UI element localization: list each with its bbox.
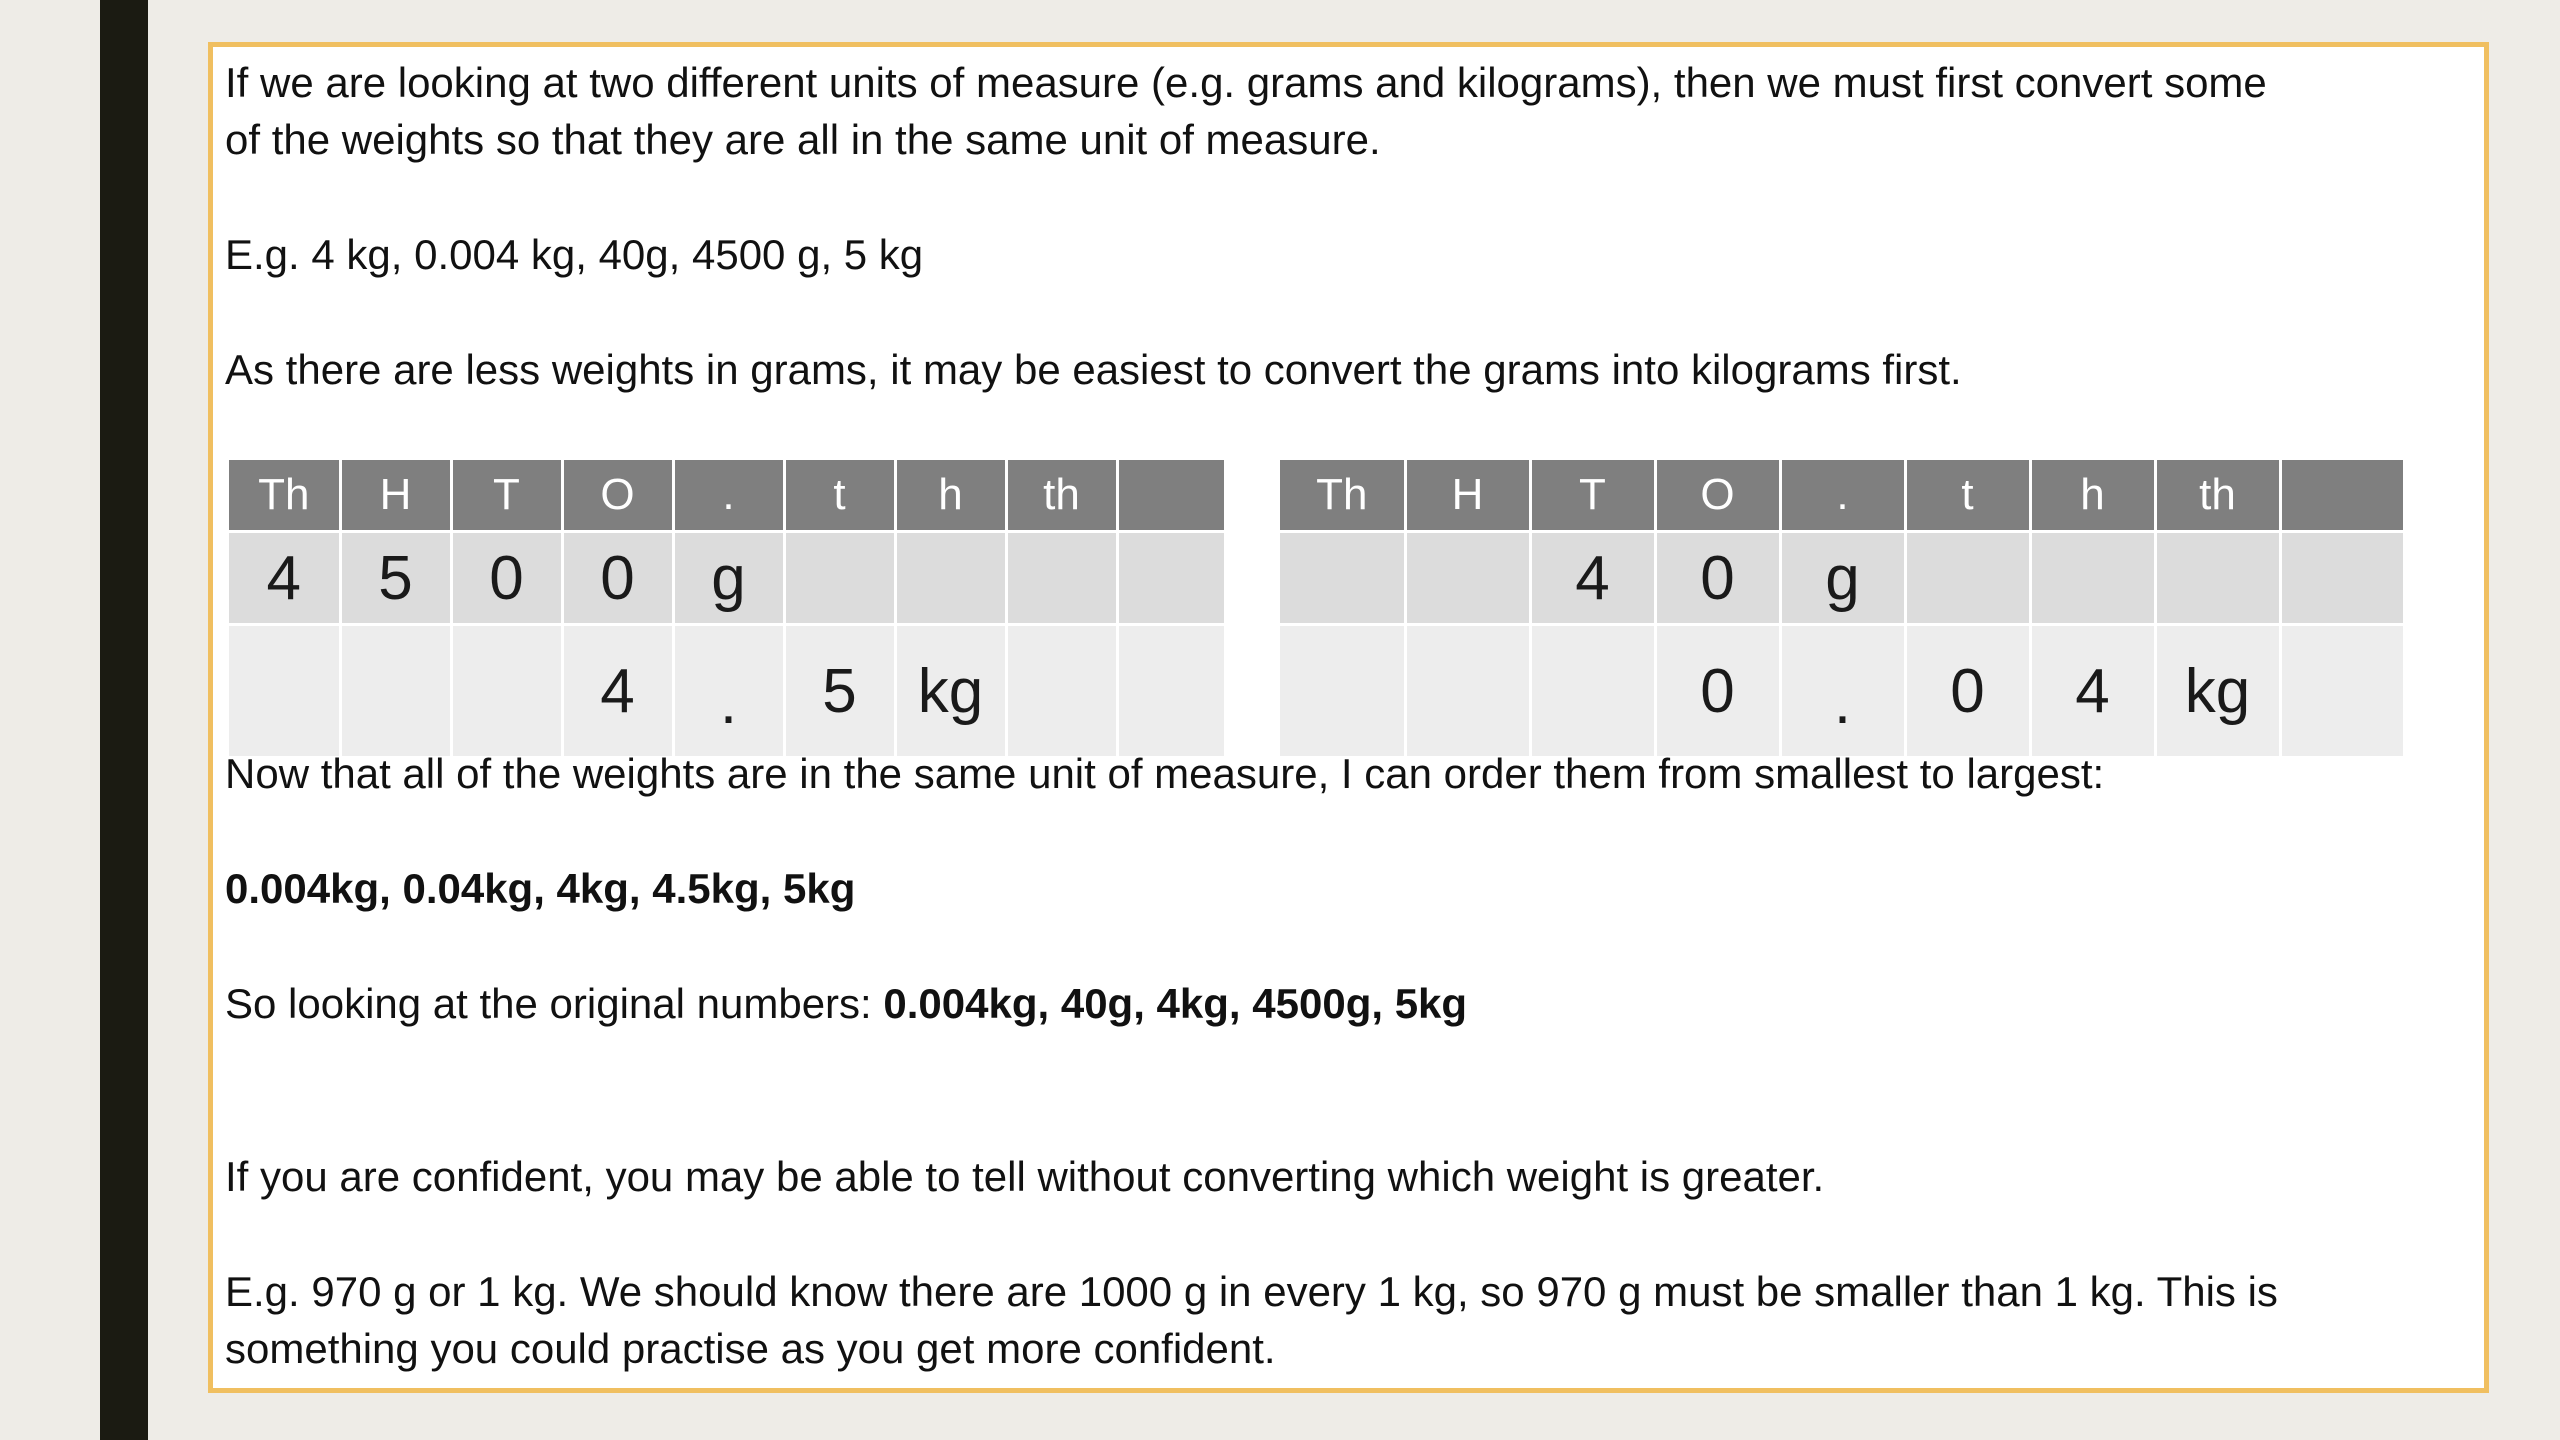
decimal-point-cell: . — [1780, 625, 1905, 758]
table-cell: 0 — [451, 532, 562, 625]
header-cell: Th — [1280, 460, 1405, 532]
table-cell — [2280, 625, 2404, 758]
table-cell — [784, 532, 895, 625]
table-cell — [2280, 532, 2404, 625]
table-cell: 4 — [562, 625, 673, 758]
table-cell — [340, 625, 451, 758]
table-cell: 4 — [229, 532, 340, 625]
table-cell — [2155, 532, 2280, 625]
table-cell — [1006, 532, 1117, 625]
example-line-2: something you could practise as you get more confident. — [225, 1325, 1276, 1372]
table-cell — [1905, 532, 2030, 625]
header-cell: O — [562, 460, 673, 532]
table-row — [229, 625, 1225, 758]
table-cell — [1117, 532, 1225, 625]
header-cell: h — [2030, 460, 2155, 532]
example-weights: E.g. 4 kg, 0.004 kg, 40g, 4500 g, 5 kg — [225, 231, 924, 278]
table-row — [1280, 625, 2404, 758]
header-cell: th — [1006, 460, 1117, 532]
table-cell: kg — [2155, 625, 2280, 758]
table-cell — [895, 532, 1006, 625]
table-cell: 0 — [562, 532, 673, 625]
ordering-intro: Now that all of the weights are in the same unit of measure, I can order them from smallest to largest: — [225, 750, 2105, 797]
table-cell — [1117, 625, 1225, 758]
table-cell: 4 — [1530, 532, 1655, 625]
table-cell — [1405, 532, 1530, 625]
header-cell: T — [451, 460, 562, 532]
header-cell: . — [1780, 460, 1905, 532]
table-cell: 4 — [2030, 625, 2155, 758]
table-header-row — [229, 460, 1225, 532]
table-cell — [1006, 625, 1117, 758]
table-cell: g — [1780, 532, 1905, 625]
original-order-prefix: So looking at the original numbers: — [225, 980, 884, 1027]
table-cell: kg — [895, 625, 1006, 758]
table-cell: 0 — [1655, 625, 1780, 758]
table-cell — [451, 625, 562, 758]
header-cell — [1117, 460, 1225, 532]
intro-line-2: of the weights so that they are all in the same unit of measure. — [225, 116, 1381, 163]
header-cell: T — [1530, 460, 1655, 532]
left-accent-bar — [100, 0, 148, 1440]
header-cell: O — [1655, 460, 1780, 532]
header-cell: . — [673, 460, 784, 532]
confidence-tip: If you are confident, you may be able to tell without converting which weight is greater. — [225, 1153, 1825, 1200]
table-cell — [2030, 532, 2155, 625]
table-header-row — [1280, 460, 2404, 532]
header-cell: th — [2155, 460, 2280, 532]
header-cell: Th — [229, 460, 340, 532]
conversion-hint: As there are less weights in grams, it may be easiest to convert the grams into kilograms first. — [225, 346, 1962, 393]
table-row — [1280, 532, 2404, 625]
original-order-values: 0.004kg, 40g, 4kg, 4500g, 5kg — [883, 980, 1468, 1027]
header-cell — [2280, 460, 2404, 532]
ordered-weights: 0.004kg, 0.04kg, 4kg, 4.5kg, 5kg — [225, 865, 856, 912]
header-cell: H — [340, 460, 451, 532]
original-order-line — [225, 975, 1467, 1032]
table-cell: g — [673, 532, 784, 625]
table-cell: 0 — [1655, 532, 1780, 625]
decimal-point-cell: . — [673, 625, 784, 758]
header-cell: t — [1905, 460, 2030, 532]
example-line-1: E.g. 970 g or 1 kg. We should know there are 1000 g in every 1 kg, so 970 g must be smaller than 1 kg. This is — [225, 1268, 2278, 1315]
header-cell: t — [784, 460, 895, 532]
table-row — [229, 532, 1225, 625]
header-cell: H — [1405, 460, 1530, 532]
table-cell: 5 — [340, 532, 451, 625]
table-cell — [229, 625, 340, 758]
table-cell — [1280, 625, 1405, 758]
table-cell — [1280, 532, 1405, 625]
table-cell: 5 — [784, 625, 895, 758]
header-cell: h — [895, 460, 1006, 532]
intro-line-1: If we are looking at two different units of measure (e.g. grams and kilograms), then we must first convert some — [225, 59, 2267, 106]
table-cell: 0 — [1905, 625, 2030, 758]
place-value-table-right — [1280, 460, 2406, 759]
table-cell — [1405, 625, 1530, 758]
table-cell — [1530, 625, 1655, 758]
place-value-table-left — [229, 460, 1227, 759]
